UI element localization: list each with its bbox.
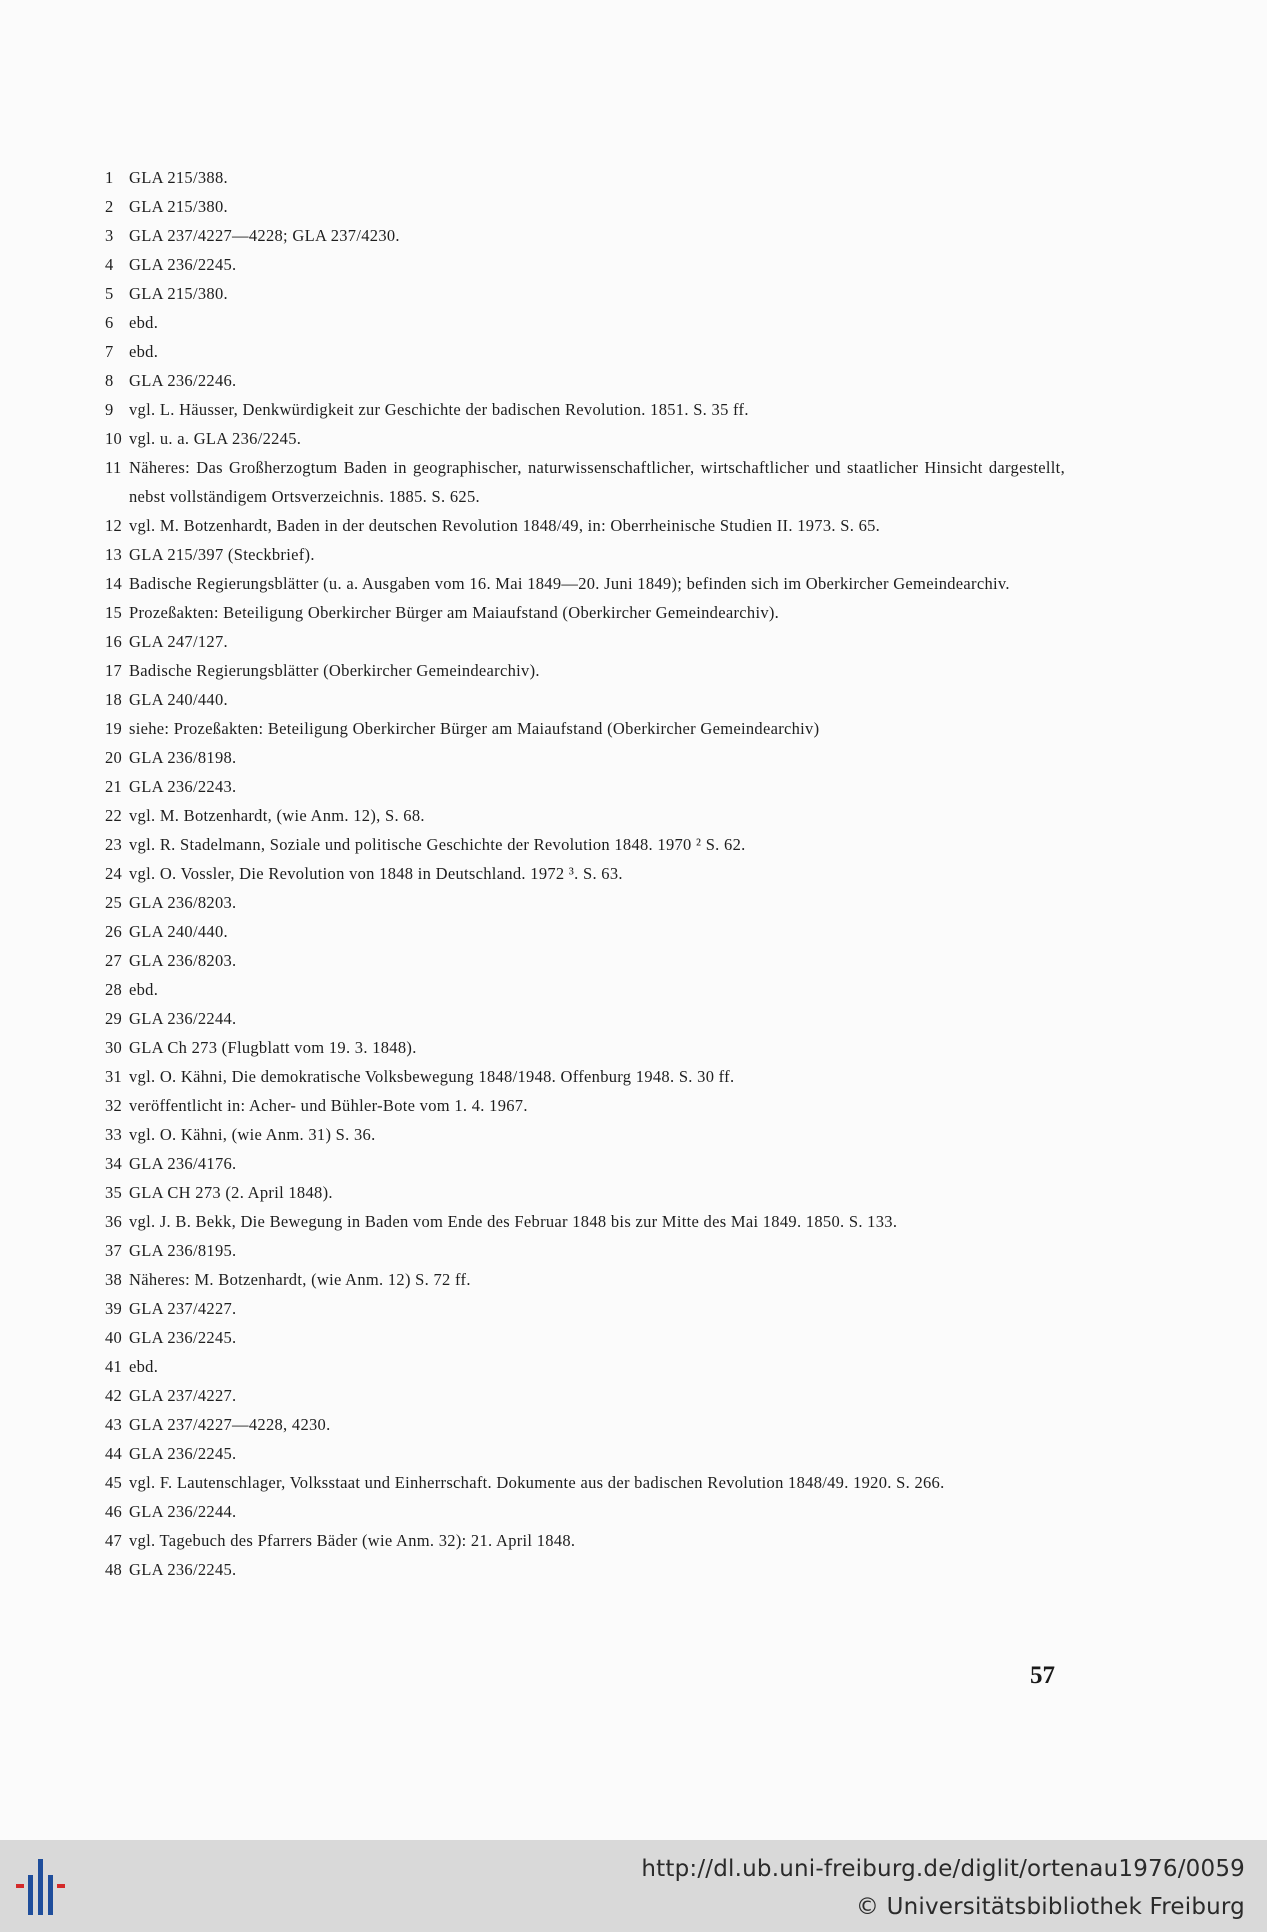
- endnote-item: [105, 1149, 1065, 1178]
- endnote-text: vgl. M. Botzenhardt, Baden in der deutschen Revolution 1848/49, in: Oberrheinische Studien II. 1973. S. 65.: [129, 516, 881, 535]
- endnote-item: [105, 714, 1065, 743]
- endnote-number: 4: [105, 255, 114, 274]
- endnote-item: [105, 627, 1065, 656]
- endnote-number: 36: [105, 1212, 123, 1231]
- endnote-text: GLA 236/2245.: [129, 1560, 237, 1579]
- endnote-text: Näheres: M. Botzenhardt, (wie Anm. 12) S. 72 ff.: [129, 1270, 471, 1289]
- endnote-number: 42: [105, 1386, 123, 1405]
- endnote-text: vgl. M. Botzenhardt, (wie Anm. 12), S. 68.: [129, 806, 425, 825]
- endnote-number: 39: [105, 1299, 123, 1318]
- endnote-number: 6: [105, 313, 114, 332]
- endnote-number: 38: [105, 1270, 123, 1289]
- endnote-text: vgl. F. Lautenschlager, Volksstaat und Einherrschaft. Dokumente aus der badischen Revolution 1848/49. 1920. S. 266.: [129, 1473, 945, 1492]
- endnote-text: GLA 237/4227.: [129, 1299, 237, 1318]
- endnote-number: 46: [105, 1502, 123, 1521]
- endnote-number: 22: [105, 806, 123, 825]
- endnote-number: 37: [105, 1241, 123, 1260]
- endnote-item: [105, 1294, 1065, 1323]
- endnote-number: 20: [105, 748, 123, 767]
- endnote-text: GLA 236/2245.: [129, 1444, 237, 1463]
- endnote-item: [105, 1062, 1065, 1091]
- footer-bar: [0, 1840, 1267, 1932]
- endnote-text: vgl. R. Stadelmann, Soziale und politische Geschichte der Revolution 1848. 1970 ² S. 62.: [129, 835, 746, 854]
- endnote-item: [105, 1323, 1065, 1352]
- endnote-item: [105, 1091, 1065, 1120]
- endnote-number: 7: [105, 342, 114, 361]
- endnote-text: ebd.: [129, 342, 159, 361]
- endnote-text: GLA 240/440.: [129, 690, 228, 709]
- ub-freiburg-logo-icon[interactable]: [14, 1853, 84, 1919]
- endnote-number: 15: [105, 603, 123, 622]
- endnote-number: 34: [105, 1154, 123, 1173]
- endnote-text: GLA 237/4227—4228; GLA 237/4230.: [129, 226, 400, 245]
- endnote-item: [105, 1381, 1065, 1410]
- endnote-item: [105, 511, 1065, 540]
- endnote-text: GLA Ch 273 (Flugblatt vom 19. 3. 1848).: [129, 1038, 417, 1057]
- endnote-number: 9: [105, 400, 114, 419]
- endnote-text: GLA 240/440.: [129, 922, 228, 941]
- endnote-text: vgl. O. Vossler, Die Revolution von 1848 in Deutschland. 1972 ³. S. 63.: [129, 864, 623, 883]
- source-url-link[interactable]: http://dl.ub.uni-freiburg.de/diglit/ortenau1976/0059: [641, 1856, 1245, 1882]
- endnote-number: 10: [105, 429, 123, 448]
- endnote-item: [105, 1497, 1065, 1526]
- endnote-item: [105, 308, 1065, 337]
- endnote-item: [105, 830, 1065, 859]
- endnote-text: vgl. L. Häusser, Denkwürdigkeit zur Geschichte der badischen Revolution. 1851. S. 35 ff.: [129, 400, 749, 419]
- endnote-text: Badische Regierungsblätter (u. a. Ausgaben vom 16. Mai 1849—20. Juni 1849); befinden sich im Oberkircher Gemeindearchiv.: [129, 574, 1010, 593]
- endnote-number: 29: [105, 1009, 123, 1028]
- endnote-number: 27: [105, 951, 123, 970]
- endnote-text: GLA 236/4176.: [129, 1154, 237, 1173]
- endnote-number: 23: [105, 835, 123, 854]
- endnote-number: 11: [105, 458, 122, 477]
- endnote-text: Näheres: Das Großherzogtum Baden in geographischer, naturwissenschaftlicher, wirtschaftlicher und staatlicher Hinsicht dargestellt, nebst vollständigem Ortsverzeichnis. 1885. S. 625.: [129, 458, 1065, 506]
- endnote-item: [105, 656, 1065, 685]
- endnote-item: [105, 859, 1065, 888]
- endnote-item: [105, 1439, 1065, 1468]
- endnote-text: GLA 215/397 (Steckbrief).: [129, 545, 315, 564]
- endnote-number: 33: [105, 1125, 123, 1144]
- copyright-notice: © Universitätsbibliothek Freiburg: [855, 1894, 1245, 1920]
- endnote-text: GLA CH 273 (2. April 1848).: [129, 1183, 333, 1202]
- endnote-number: 28: [105, 980, 123, 999]
- endnote-item: [105, 946, 1065, 975]
- endnote-number: 8: [105, 371, 114, 390]
- endnote-item: [105, 975, 1065, 1004]
- endnote-text: GLA 237/4227—4228, 4230.: [129, 1415, 331, 1434]
- endnote-text: GLA 236/2246.: [129, 371, 237, 390]
- endnote-item: [105, 801, 1065, 830]
- endnote-item: [105, 1410, 1065, 1439]
- endnote-text: GLA 236/8203.: [129, 893, 237, 912]
- endnote-text: GLA 236/8198.: [129, 748, 237, 767]
- endnote-number: 41: [105, 1357, 123, 1376]
- endnote-item: [105, 395, 1065, 424]
- endnote-item: [105, 1120, 1065, 1149]
- endnote-text: GLA 237/4227.: [129, 1386, 237, 1405]
- endnote-item: [105, 1236, 1065, 1265]
- endnote-text: GLA 236/2245.: [129, 1328, 237, 1347]
- endnote-number: 12: [105, 516, 123, 535]
- endnote-item: [105, 1207, 1065, 1236]
- endnote-text: Badische Regierungsblätter (Oberkircher Gemeindearchiv).: [129, 661, 540, 680]
- endnote-text: Prozeßakten: Beteiligung Oberkircher Bürger am Maiaufstand (Oberkircher Gemeindearchiv).: [129, 603, 780, 622]
- endnote-item: [105, 1468, 1065, 1497]
- endnote-number: 40: [105, 1328, 123, 1347]
- endnote-number: 2: [105, 197, 114, 216]
- endnote-item: [105, 424, 1065, 453]
- endnote-text: vgl. u. a. GLA 236/2245.: [129, 429, 302, 448]
- endnote-text: vgl. Tagebuch des Pfarrers Bäder (wie Anm. 32): 21. April 1848.: [129, 1531, 576, 1550]
- endnote-item: [105, 250, 1065, 279]
- endnote-number: 14: [105, 574, 123, 593]
- endnote-item: [105, 540, 1065, 569]
- endnote-text: veröffentlicht in: Acher- und Bühler-Bote vom 1. 4. 1967.: [129, 1096, 528, 1115]
- endnote-number: 30: [105, 1038, 123, 1057]
- endnote-text: vgl. J. B. Bekk, Die Bewegung in Baden vom Ende des Februar 1848 bis zur Mitte des Mai 1849. 1850. S. 133.: [129, 1212, 898, 1231]
- endnote-item: [105, 366, 1065, 395]
- endnote-number: 16: [105, 632, 123, 651]
- endnote-item: [105, 569, 1065, 598]
- endnote-item: [105, 1265, 1065, 1294]
- endnote-text: vgl. O. Kähni, (wie Anm. 31) S. 36.: [129, 1125, 376, 1144]
- endnote-text: ebd.: [129, 313, 159, 332]
- endnote-text: GLA 236/2244.: [129, 1502, 237, 1521]
- endnote-text: GLA 236/2245.: [129, 255, 237, 274]
- endnote-text: vgl. O. Kähni, Die demokratische Volksbewegung 1848/1948. Offenburg 1948. S. 30 ff.: [129, 1067, 735, 1086]
- endnote-item: [105, 279, 1065, 308]
- endnote-number: 32: [105, 1096, 123, 1115]
- endnote-number: 13: [105, 545, 123, 564]
- endnote-item: [105, 1178, 1065, 1207]
- endnote-item: [105, 221, 1065, 250]
- endnote-item: [105, 685, 1065, 714]
- endnote-item: [105, 337, 1065, 366]
- endnote-item: [105, 1526, 1065, 1555]
- endnote-item: [105, 1033, 1065, 1062]
- endnote-number: 1: [105, 168, 114, 187]
- endnote-text: GLA 236/8203.: [129, 951, 237, 970]
- endnote-item: [105, 598, 1065, 627]
- endnote-item: [105, 192, 1065, 221]
- endnote-number: 18: [105, 690, 123, 709]
- endnote-text: GLA 247/127.: [129, 632, 228, 651]
- endnote-number: 44: [105, 1444, 123, 1463]
- endnote-item: [105, 917, 1065, 946]
- endnote-text: GLA 236/2244.: [129, 1009, 237, 1028]
- endnote-item: [105, 743, 1065, 772]
- endnote-number: 26: [105, 922, 123, 941]
- endnote-item: [105, 1004, 1065, 1033]
- endnote-text: GLA 215/380.: [129, 284, 228, 303]
- endnotes-list: [105, 163, 1065, 1584]
- endnote-number: 31: [105, 1067, 123, 1086]
- endnote-text: ebd.: [129, 980, 159, 999]
- endnote-text: GLA 215/380.: [129, 197, 228, 216]
- endnote-item: [105, 163, 1065, 192]
- endnote-number: 43: [105, 1415, 123, 1434]
- endnote-text: GLA 215/388.: [129, 168, 228, 187]
- endnote-number: 48: [105, 1560, 123, 1579]
- endnote-number: 17: [105, 661, 123, 680]
- endnote-number: 35: [105, 1183, 123, 1202]
- endnote-item: [105, 453, 1065, 511]
- endnote-number: 3: [105, 226, 114, 245]
- endnote-number: 45: [105, 1473, 123, 1492]
- endnote-text: ebd.: [129, 1357, 159, 1376]
- endnote-number: 24: [105, 864, 123, 883]
- endnote-number: 47: [105, 1531, 123, 1550]
- endnote-item: [105, 772, 1065, 801]
- page-number: 57: [1030, 1662, 1055, 1689]
- endnote-number: 25: [105, 893, 123, 912]
- endnote-text: siehe: Prozeßakten: Beteiligung Oberkircher Bürger am Maiaufstand (Oberkircher Gemeindearchiv): [129, 719, 820, 738]
- endnote-text: GLA 236/2243.: [129, 777, 237, 796]
- endnote-item: [105, 888, 1065, 917]
- endnote-text: GLA 236/8195.: [129, 1241, 237, 1260]
- endnote-number: 5: [105, 284, 114, 303]
- endnote-item: [105, 1555, 1065, 1584]
- endnote-item: [105, 1352, 1065, 1381]
- endnote-number: 21: [105, 777, 123, 796]
- endnote-number: 19: [105, 719, 123, 738]
